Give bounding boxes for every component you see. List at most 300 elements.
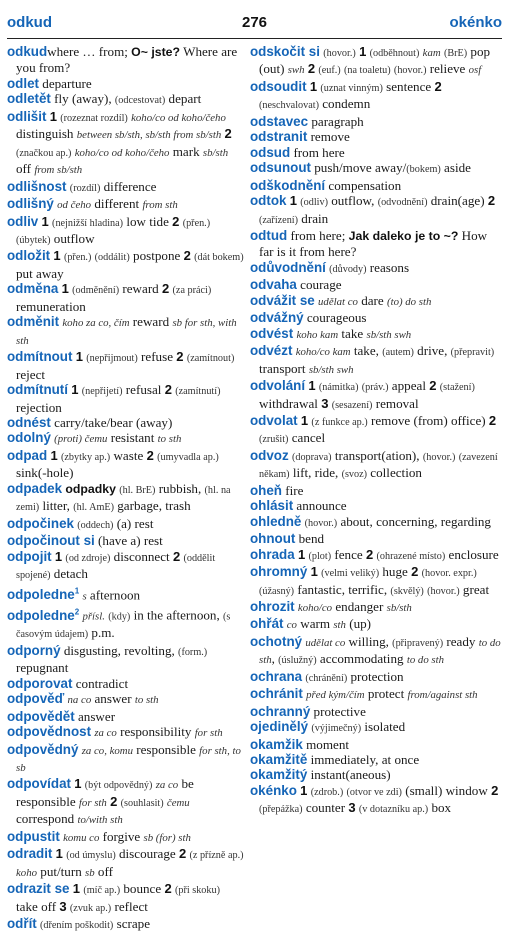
headword: ohlásit	[250, 498, 294, 514]
translation: discourage	[115, 846, 179, 862]
translation: postpone	[129, 248, 184, 264]
translation: push/move away/	[310, 160, 407, 176]
translation: transport(ation),	[331, 447, 423, 463]
translation: fly (away),	[50, 91, 115, 107]
translation: protective	[310, 703, 366, 719]
headword: odpovědný	[7, 741, 79, 757]
usage-label: (od zdroje)	[65, 552, 111, 564]
headword: odpovědnost	[7, 724, 92, 740]
headword: odpoledne$^2$	[7, 607, 80, 623]
headword: odvážný	[250, 310, 304, 326]
sense-number: 1	[53, 248, 61, 264]
usage-label: (kdy)	[108, 611, 131, 623]
translation: reflect	[111, 898, 148, 914]
dictionary-entry	[7, 549, 245, 584]
usage-label: (úžasný)	[259, 585, 295, 597]
usage-label: (plot)	[308, 550, 332, 562]
dictionary-entry	[250, 145, 503, 160]
translation: reward	[119, 281, 163, 297]
sense-number: 1	[61, 281, 69, 297]
translation: carry/take/bear (away)	[50, 414, 173, 430]
usage-label: (skvělý)	[390, 585, 424, 597]
grammar-note: koho za co, čím	[62, 317, 130, 330]
translation: disgusting, revolting,	[60, 642, 179, 658]
dictionary-entry	[250, 178, 503, 193]
headword: odpustit	[7, 828, 60, 844]
usage-label: (přepravit)	[450, 347, 495, 359]
sense-number: 1	[309, 78, 318, 94]
sense-number: 2	[178, 846, 187, 862]
usage-label: (hl. na zemi)	[16, 484, 231, 514]
dictionary-entry	[7, 724, 245, 741]
translation: compensation	[325, 177, 402, 193]
translation: responsibility	[116, 724, 195, 740]
homonym-index: 1	[74, 586, 80, 596]
headword: odvést	[250, 325, 294, 341]
translation: sentence	[382, 78, 435, 94]
translation: rubbish,	[155, 480, 205, 496]
translation: from here;	[287, 227, 349, 243]
phrase: O~ jste?	[131, 45, 181, 59]
grammar-note: sb/sth swh	[308, 363, 354, 376]
usage-label: (míč ap.)	[83, 885, 121, 897]
translation: refuse	[137, 349, 177, 365]
usage-label: (form.)	[178, 646, 208, 658]
sense-number: 1	[308, 378, 316, 394]
headword: odlet	[7, 75, 39, 91]
translation: waste	[110, 447, 147, 463]
dictionary-entry	[250, 564, 503, 599]
translation: removal	[372, 395, 419, 411]
dictionary-entry	[250, 378, 503, 413]
headword: ohromný	[250, 564, 308, 580]
headword: odmítnutí	[7, 382, 68, 398]
translation: disconnect	[110, 548, 173, 564]
headword: odložit	[7, 248, 51, 264]
headword: ochotný	[250, 633, 303, 649]
grammar-note: od čeho	[57, 199, 92, 212]
translation: where … from;	[47, 44, 132, 59]
dictionary-entry	[7, 742, 245, 777]
translation: depart	[165, 91, 202, 107]
usage-label: (odcestovat)	[114, 95, 166, 107]
translation: in the afternoon,	[130, 607, 224, 623]
translation: reward	[129, 314, 173, 330]
headword: okamžitě	[250, 752, 308, 768]
translation: courageous	[303, 310, 367, 326]
dictionary-entry	[7, 214, 245, 249]
headword: odpočinout si	[7, 533, 95, 549]
grammar-note: za co	[155, 779, 179, 792]
translation: ready	[443, 633, 479, 649]
grammar-note: sb for sth, with sth	[16, 317, 237, 347]
usage-label: (zamítnutí)	[175, 386, 221, 398]
usage-label: (zvuk ap.)	[69, 902, 112, 914]
header-rule	[7, 38, 502, 39]
usage-label: (úbytek)	[16, 234, 51, 246]
dictionary-entry	[7, 916, 245, 933]
usage-label: (přepážka)	[259, 804, 303, 816]
usage-label: (odvodnění)	[377, 197, 428, 209]
translation: great	[459, 581, 490, 597]
grammar-note: between sb/sth, sb/sth from sb/sth	[76, 129, 222, 142]
usage-label: (otvor ve zdi)	[346, 786, 402, 798]
page-header	[0, 0, 509, 40]
sense-number: 3	[59, 898, 67, 914]
sense-number: 2	[110, 793, 118, 809]
usage-label: (výjimečný)	[311, 723, 362, 735]
headword: odlišit	[7, 108, 47, 124]
dictionary-entry	[250, 752, 503, 767]
sense-number: 1	[49, 108, 57, 124]
headword: odrazit se	[7, 881, 70, 897]
sense-number: 1	[359, 44, 367, 59]
usage-label: (zařízení)	[259, 214, 299, 226]
usage-label: (s časovým údajem)	[16, 611, 231, 641]
grammar-note: (proti) čemu	[54, 433, 108, 446]
dictionary-entry	[250, 114, 503, 129]
headword: okénko	[250, 782, 297, 798]
dictionary-entry	[7, 516, 245, 533]
headword: odolný	[7, 430, 51, 446]
usage-label: (uznat vinným)	[320, 82, 383, 94]
headword: odškodnění	[250, 177, 326, 193]
headword: odnést	[7, 414, 51, 430]
translation: remove	[307, 129, 350, 145]
usage-label: (oddech)	[77, 519, 114, 531]
sense-number: 1	[41, 213, 49, 229]
grammar-note: sb	[85, 866, 95, 879]
usage-label: (sesazení)	[331, 399, 373, 411]
translation: garbage, trash	[113, 498, 191, 514]
phrase: odpadky	[65, 481, 116, 496]
dictionary-entry	[250, 228, 503, 260]
dictionary-entry	[7, 179, 245, 196]
sense-number: 2	[491, 782, 499, 798]
headword: odvoz	[250, 447, 289, 463]
dictionary-entry	[250, 160, 503, 177]
translation: moment	[302, 736, 350, 752]
headword: oheň	[250, 482, 282, 498]
grammar-note: za co, komu	[81, 744, 133, 757]
left-column	[7, 44, 245, 932]
headword: ochránit	[250, 686, 303, 702]
sense-number: 2	[172, 548, 181, 564]
dictionary-entry	[7, 415, 245, 430]
translation: distinguish	[16, 126, 77, 142]
usage-label: (zamítnout)	[186, 353, 235, 365]
translation: condemn	[318, 96, 371, 112]
usage-label: (přen.)	[182, 217, 211, 229]
translation: fantastic, terrific,	[294, 581, 391, 597]
dictionary-entry	[7, 829, 245, 846]
grammar-note: kam	[422, 47, 441, 59]
translation: outflow	[50, 230, 95, 246]
grammar-note: koho/co od koho/čeho	[74, 146, 170, 159]
translation: enclosure	[445, 546, 499, 562]
usage-label: (rozeznat rozdíl)	[60, 112, 128, 124]
dictionary-entry	[7, 709, 245, 724]
grammar-note: sb/sth swh	[366, 328, 412, 341]
usage-label: (hovor.)	[427, 585, 460, 597]
sense-number: 1	[300, 412, 309, 428]
translation: outflow,	[327, 193, 378, 209]
grammar-note: co	[286, 619, 297, 632]
grammar-note: komu co	[63, 831, 100, 844]
usage-label: (při skoku)	[174, 885, 220, 897]
grammar-note: čemu	[166, 796, 190, 809]
headword: odpovědět	[7, 708, 75, 724]
dictionary-entry	[7, 776, 245, 828]
translation: afternoon	[86, 586, 141, 602]
dictionary-entry	[250, 616, 503, 633]
translation: (up)	[345, 616, 372, 632]
usage-label: (nepřijetí)	[81, 386, 123, 398]
headword: odřít	[7, 916, 37, 932]
grammar-note: koho/co od koho/čeho	[131, 111, 226, 124]
dictionary-entry	[7, 196, 245, 213]
sense-number: 1	[300, 782, 308, 798]
dictionary-entry	[7, 349, 245, 382]
translation: aside	[440, 160, 471, 176]
headword: odskočit si	[250, 44, 320, 59]
usage-label: (stažení)	[439, 382, 475, 394]
sense-number: 1	[289, 193, 297, 209]
usage-label: (hovor. expr.)	[421, 568, 477, 580]
translation: difference	[100, 178, 157, 194]
translation: fence	[331, 546, 366, 562]
translation: drive,	[413, 343, 451, 359]
dictionary-entry	[250, 719, 503, 736]
translation: departure	[39, 75, 92, 91]
translation: appeal	[388, 378, 430, 394]
usage-label: (námitka)	[318, 382, 359, 394]
sense-number: 2	[488, 412, 497, 428]
translation: answer	[91, 691, 135, 707]
headword: odvaha	[250, 277, 297, 293]
translation: be responsible	[16, 776, 194, 809]
grammar-note: před kým/čím	[306, 689, 365, 702]
usage-label: (odliv)	[300, 197, 328, 209]
dictionary-entry	[250, 634, 503, 669]
usage-label: (přen.)	[63, 252, 92, 264]
page-number: 276	[241, 14, 268, 31]
headword: odměna	[7, 281, 59, 297]
headword: odtok	[250, 193, 287, 209]
headword: ohledně	[250, 513, 302, 529]
usage-label: (být odpovědný)	[84, 780, 153, 792]
dictionary-entry	[250, 79, 503, 114]
translation: Where are you from?	[16, 44, 238, 76]
dictionary-entry	[7, 881, 245, 916]
grammar-note: koho kam	[296, 328, 339, 341]
translation: low tide	[123, 213, 173, 229]
usage-label: (z přízně ap.)	[189, 850, 244, 862]
translation: forgive	[99, 828, 144, 844]
dictionary-entry	[250, 448, 503, 483]
grammar-note: from sb/sth	[34, 164, 83, 177]
dictionary-entry	[250, 310, 503, 325]
translation: isolated	[361, 719, 406, 735]
sense-number: 1	[50, 447, 58, 463]
usage-label: (hl. AmE)	[73, 502, 114, 514]
usage-label: (od úmyslu)	[66, 850, 116, 862]
headword: odlišnost	[7, 178, 67, 194]
sense-number: 1	[72, 881, 81, 897]
translation: p.m.	[88, 625, 115, 641]
headword: odletět	[7, 91, 51, 107]
headword: odpovídat	[7, 776, 71, 792]
grammar-note: udělat co	[305, 636, 346, 649]
usage-label: (rozdíl)	[69, 182, 101, 194]
usage-label: (hovor.)	[393, 65, 427, 77]
translation: detach	[50, 566, 88, 582]
translation: off	[94, 863, 113, 879]
usage-label: (zavezení někam)	[259, 451, 498, 481]
translation: (have a) rest	[94, 533, 163, 549]
sense-number: 2	[224, 126, 232, 142]
grammar-note: sb/sth	[386, 601, 412, 614]
translation: instant(aneous)	[307, 767, 391, 783]
grammar-note: to sth	[157, 433, 182, 446]
headword: odpočinek	[7, 515, 74, 531]
translation: transport	[259, 360, 309, 376]
headword: odpoledne$^1$	[7, 586, 80, 602]
headword: odpad	[7, 447, 48, 463]
headword: odvážit se	[250, 292, 315, 308]
usage-label: (umyvadla ap.)	[157, 451, 219, 463]
headword: odkud	[7, 44, 48, 59]
headword: odliv	[7, 213, 39, 229]
headword: ohrozit	[250, 598, 295, 614]
usage-label: (ohrazené místo)	[376, 550, 446, 562]
dictionary-entry	[250, 704, 503, 719]
dictionary-entry	[7, 76, 245, 91]
usage-label: (hovor.)	[323, 48, 356, 59]
dictionary-entry	[7, 643, 245, 676]
usage-label: (připravený)	[392, 637, 444, 649]
headword: okamžik	[250, 736, 303, 752]
dictionary-entry	[250, 413, 503, 448]
translation: relieve	[426, 61, 469, 77]
headword: odsoudit	[250, 78, 307, 94]
dictionary-entry	[7, 533, 245, 548]
sense-number: 2	[164, 881, 172, 897]
translation: announce	[293, 498, 347, 514]
dictionary-entry	[250, 498, 503, 513]
dictionary-entry	[7, 448, 245, 481]
grammar-note: na co	[67, 694, 92, 707]
usage-label: (zbytky ap.)	[60, 451, 111, 463]
usage-label: (souhlasit)	[120, 797, 164, 809]
dictionary-entry	[7, 91, 245, 108]
grammar-note: sb/sth	[202, 146, 229, 159]
headword: odpadek	[7, 480, 63, 496]
sense-number: 1	[71, 382, 79, 398]
dictionary-entry	[250, 193, 503, 228]
sense-number: 1	[54, 548, 63, 564]
usage-label: (za práci)	[172, 285, 212, 297]
headword: ojedinělý	[250, 719, 309, 735]
grammar-note: za co	[94, 727, 117, 740]
sense-number: 1	[75, 349, 83, 365]
translation: refusal	[122, 382, 165, 398]
usage-label: (chránění)	[305, 672, 348, 684]
usage-label: (BrE)	[443, 48, 468, 59]
translation: lift, ride,	[289, 465, 342, 481]
translation: responsible	[132, 741, 200, 757]
dictionary-entry	[7, 281, 245, 314]
dictionary-entry	[7, 584, 245, 605]
usage-label: (autem)	[382, 347, 414, 359]
sense-number: 3	[348, 800, 356, 816]
translation: cancel	[288, 430, 326, 446]
translation: warm	[296, 616, 334, 632]
usage-label: (oddálit)	[94, 252, 130, 264]
usage-label: (v dotazníku ap.)	[358, 804, 429, 816]
headword: ochrana	[250, 668, 303, 684]
translation: bounce	[120, 881, 165, 897]
usage-label: (odměnění)	[72, 285, 120, 297]
grammar-note: s	[82, 589, 87, 602]
headword: odsunout	[250, 160, 311, 176]
translation: repugnant	[16, 660, 69, 676]
headword: okamžitý	[250, 767, 308, 783]
sense-number: 2	[411, 564, 419, 580]
headword: odvézt	[250, 343, 293, 359]
usage-label: (euf.)	[318, 65, 341, 77]
usage-label: (hovor.)	[304, 517, 338, 529]
grammar-note: sth	[333, 619, 346, 632]
translation: How far is it from here?	[259, 227, 488, 260]
dictionary-entry	[250, 277, 503, 292]
dictionary-entry	[250, 293, 503, 310]
dictionary-entry	[7, 846, 245, 881]
right-guide-word: okénko	[449, 14, 502, 31]
usage-label: (doprava)	[291, 451, 332, 463]
dictionary-entry	[250, 547, 503, 564]
sense-number: 2	[429, 378, 437, 394]
sense-number: 1	[55, 846, 63, 862]
grammar-note: udělat co	[318, 295, 358, 308]
dictionary-entry	[7, 604, 245, 642]
headword: odtud	[250, 227, 288, 243]
dictionary-entry	[250, 129, 503, 144]
translation: protection	[347, 668, 404, 684]
translation: courage	[296, 277, 342, 293]
grammar-note: to/with sth	[77, 814, 123, 827]
translation: resistant	[107, 430, 158, 446]
usage-label: (úslužný)	[278, 655, 317, 667]
translation: from here	[290, 144, 345, 160]
phrase: Jak daleko je to ~?	[348, 228, 459, 243]
headword: odůvodnění	[250, 259, 326, 275]
translation: remove (from) office)	[367, 412, 489, 428]
translation: (small) window	[401, 782, 492, 798]
left-guide-word: odkud	[7, 14, 52, 31]
dictionary-entry	[250, 669, 503, 686]
translation: pop (out)	[259, 44, 491, 77]
translation: ,	[271, 651, 279, 667]
sense-number: 2	[365, 546, 374, 562]
translation: fire	[282, 482, 304, 498]
translation: immediately, at once	[307, 752, 420, 768]
translation: reasons	[366, 259, 410, 275]
translation: about, concerning, regarding	[337, 513, 491, 529]
headword: ochranný	[250, 703, 311, 719]
translation: reject	[16, 366, 46, 382]
translation: bend	[295, 531, 325, 547]
